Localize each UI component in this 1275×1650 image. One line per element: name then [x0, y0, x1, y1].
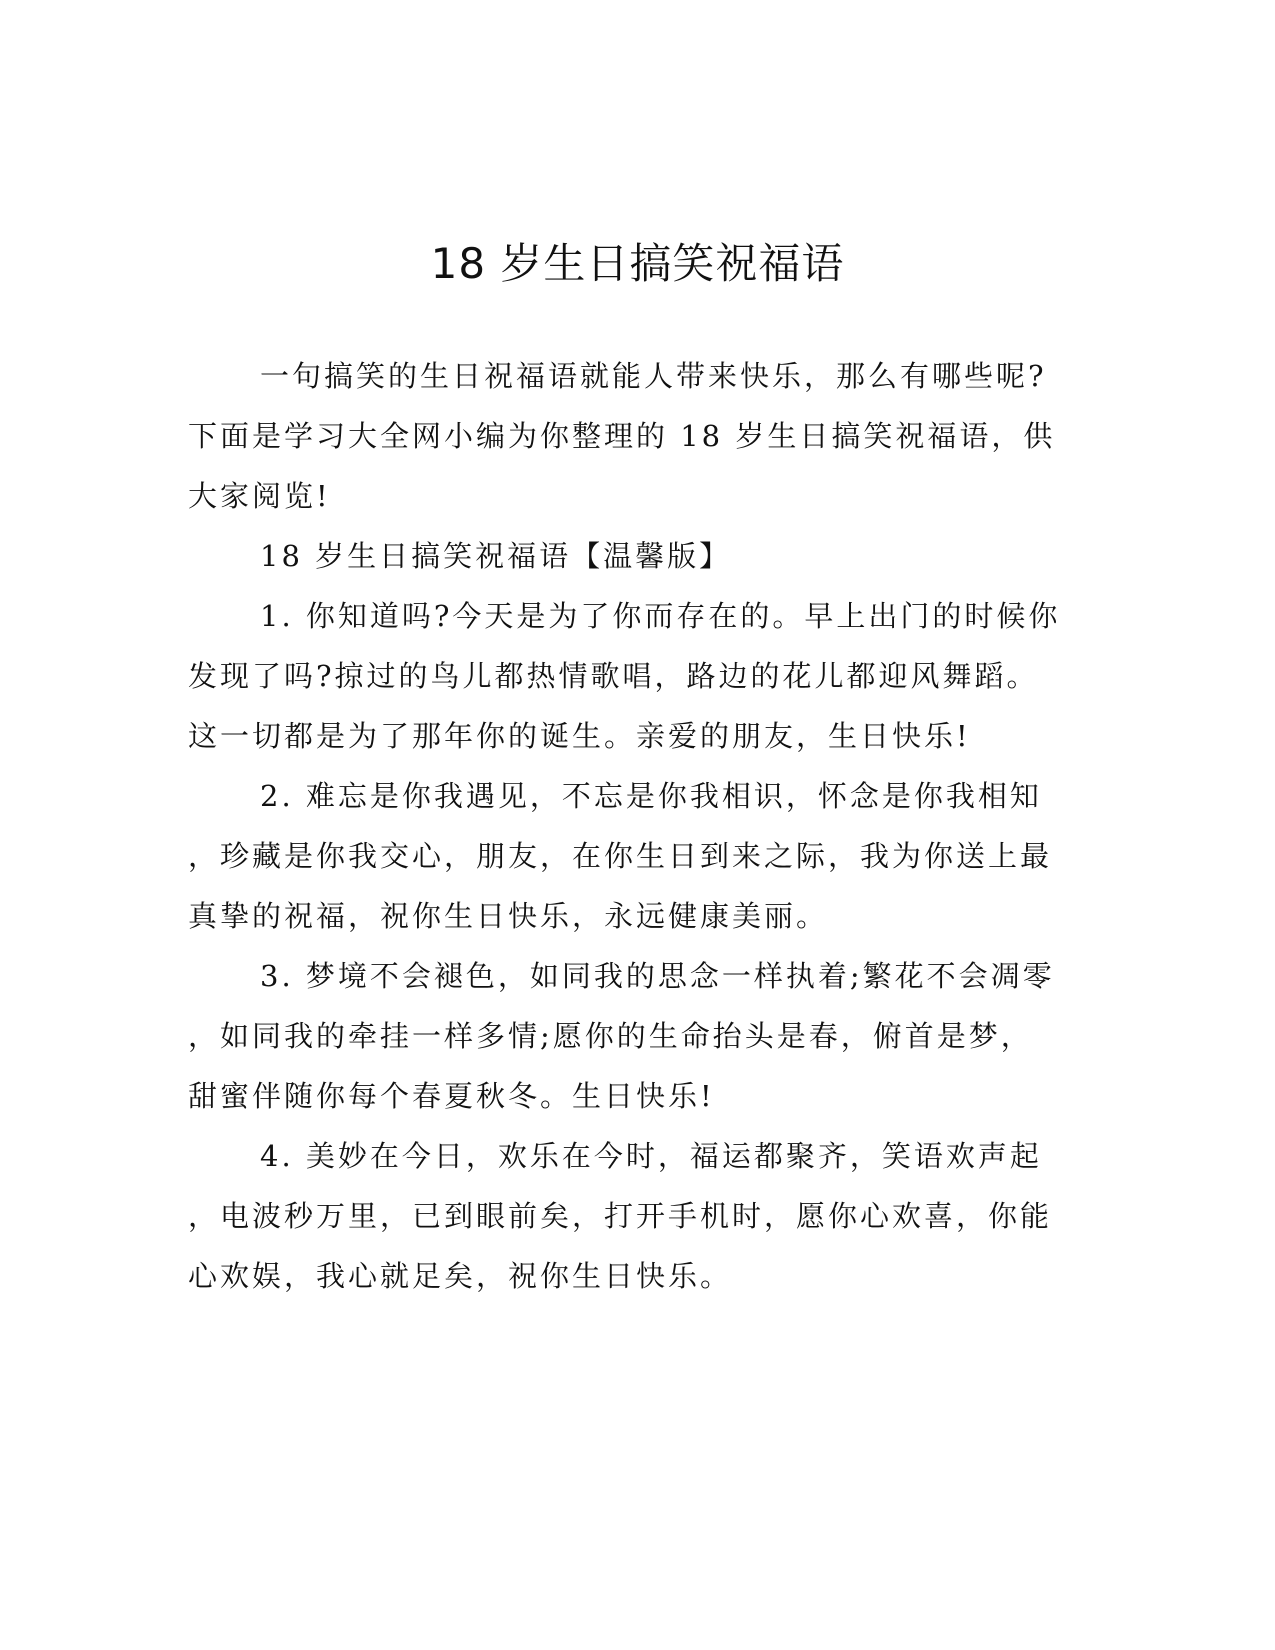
- document-title: 18 岁生日搞笑祝福语: [430, 239, 845, 289]
- wish-line: 心欢娱，我心就足矣，祝你生日快乐。: [188, 1259, 733, 1293]
- wish-item-4: [188, 1126, 1088, 1306]
- wish-item-3: [188, 946, 1088, 1126]
- wish-line: 这一切都是为了那年你的诞生。亲爱的朋友，生日快乐!: [188, 719, 971, 753]
- wish-line: 3. 梦境不会褪色，如同我的思念一样执着;繁花不会凋零: [260, 959, 1055, 993]
- subheading: [188, 526, 1088, 586]
- document-body: [188, 346, 1088, 1306]
- intro-line: 大家阅览!: [188, 479, 331, 513]
- subheading-text: 18 岁生日搞笑祝福语【温馨版】: [260, 539, 732, 573]
- wish-line: 甜蜜伴随你每个春夏秋冬。生日快乐!: [188, 1079, 715, 1113]
- wish-line: 发现了吗?掠过的鸟儿都热情歌唱，路边的花儿都迎风舞蹈。: [188, 659, 1039, 693]
- intro-line: 一句搞笑的生日祝福语就能人带来快乐，那么有哪些呢?: [260, 359, 1047, 393]
- wish-line: ，如同我的牵挂一样多情;愿你的生命抬头是春，俯首是梦，: [188, 1019, 1033, 1053]
- intro-paragraph: [188, 346, 1088, 526]
- wish-line: 真挚的祝福，祝你生日快乐，永远健康美丽。: [188, 899, 829, 933]
- wish-line: ，电波秒万里，已到眼前矣，打开手机时，愿你心欢喜，你能: [188, 1199, 1053, 1233]
- wish-item-2: [188, 766, 1088, 946]
- wish-line: ，珍藏是你我交心，朋友，在你生日到来之际，我为你送上最: [188, 839, 1053, 873]
- intro-line: 下面是学习大全网小编为你整理的 18 岁生日搞笑祝福语，供: [188, 419, 1056, 453]
- wish-line: 2. 难忘是你我遇见，不忘是你我相识，怀念是你我相知: [260, 779, 1042, 813]
- wish-item-1: [188, 586, 1088, 766]
- wish-line: 1. 你知道吗?今天是为了你而存在的。早上出门的时候你: [260, 599, 1061, 633]
- wish-line: 4. 美妙在今日，欢乐在今时，福运都聚齐，笑语欢声起: [260, 1139, 1042, 1173]
